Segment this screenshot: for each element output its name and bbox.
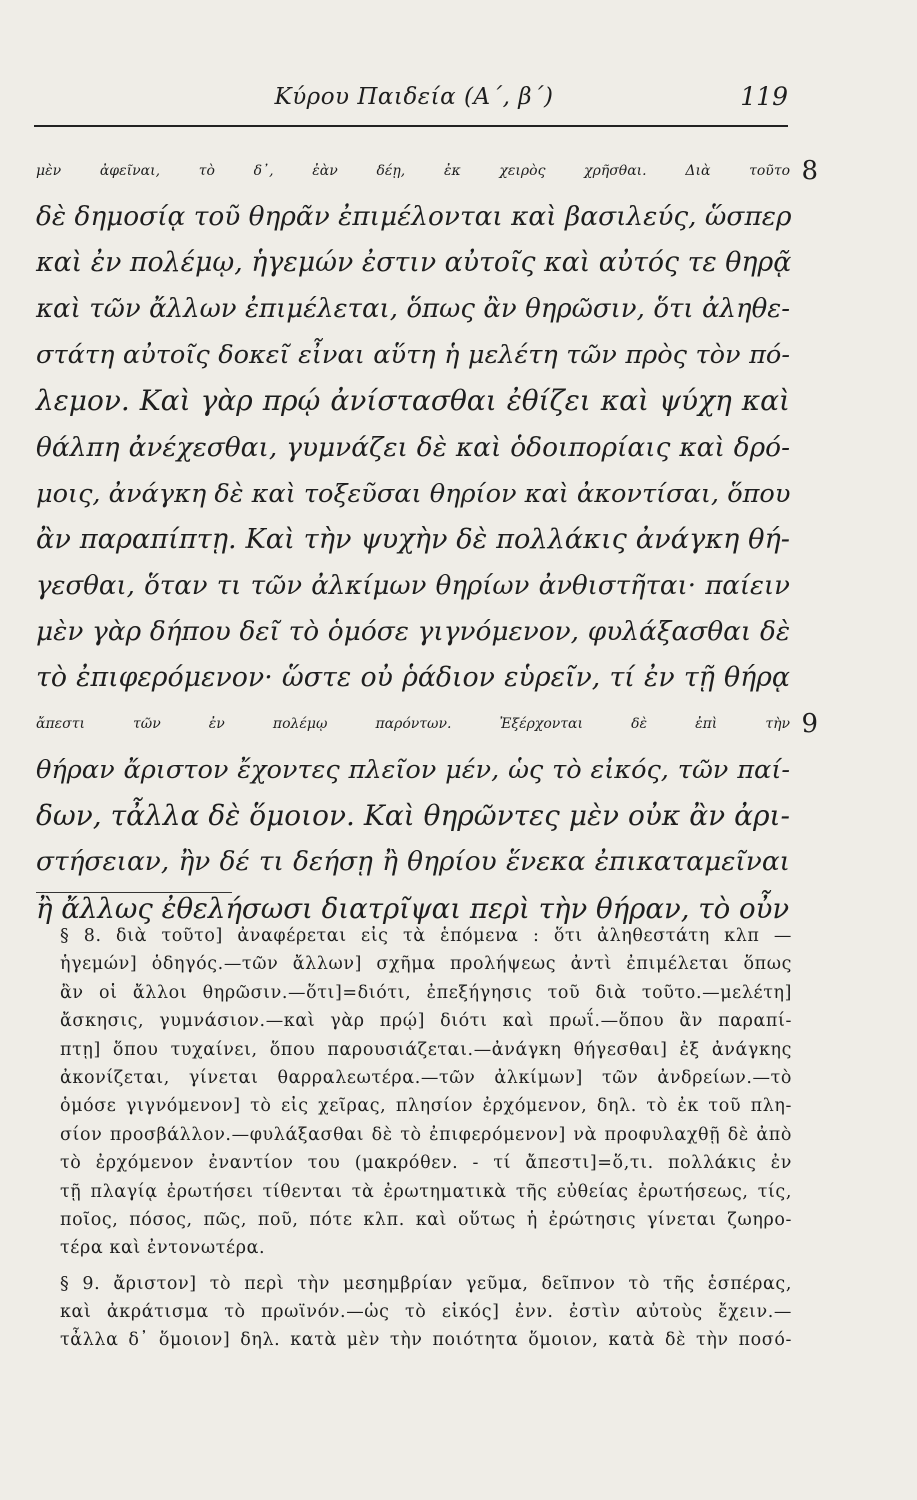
text-line: καὶ τῶν ἄλλων ἐπιμέλεται, ὅπως ἂν θηρῶσιν, ὅτι ἀληθε-	[36, 294, 790, 325]
text-line: ἄπεστι τῶν ἐν πολέμῳ παρόντων. Ἐξέρχονται δὲ ἐπὶ τὴν 9	[36, 701, 790, 747]
note-line: ὁμόσε γιγνόμενον] τὸ εἰς χεῖρας, πλησίον ἐρχόμενον, δηλ. τὸ ἐκ τοῦ πλη-	[60, 1096, 792, 1117]
text-line: στάτη αὐτοῖς δοκεῖ εἶναι αὕτη ἡ μελέτη τῶν πρὸς τὸν πό-	[36, 340, 790, 371]
text-line: λεμον. Καὶ γὰρ πρῴ ἀνίστασθαι ἐθίζει καὶ ψύχη καὶ	[36, 384, 790, 418]
note-line: § 9. ἄριστον] τὸ περὶ τὴν μεσημβρίαν γεῦμα, δεῖπνον τὸ τῆς ἑσπέρας,	[60, 1273, 792, 1294]
note-line: ἂν οἱ ἄλλοι θηρῶσιν.—ὅτι]=διότι, ἐπεξήγησις τοῦ διὰ τοῦτο.—μελέτη]	[60, 982, 792, 1003]
note-line: πτῃ] ὅπου τυχαίνει, ὅπου παρουσιάζεται.—ἀνάγκη θήγεσθαι] ἐξ ἀνάγκης	[60, 1039, 792, 1060]
section-number: 9	[801, 709, 818, 740]
main-text	[36, 148, 818, 932]
note-line: καὶ ἀκράτισμα τὸ πρωϊνόν.—ὡς τὸ εἰκός] ἐνν. ἐστὶν αὐτοὺς ἔχειν.—	[60, 1302, 792, 1323]
note-line: σίον προσβάλλον.—φυλάξασθαι δὲ τὸ ἐπιφερόμενον] νὰ προφυλαχθῇ δὲ ἀπὸ	[60, 1124, 792, 1145]
note-line: ἄσκησις, γυμνάσιον.—καὶ γὰρ πρῴ] διότι καὶ πρωΐ.—ὅπου ἂν παραπί-	[60, 1011, 792, 1032]
text-line: ἂν παραπίπτῃ. Καὶ τὴν ψυχὴν δὲ πολλάκις ἀνάγκη θή-	[36, 523, 790, 555]
note-line: ἡγεμών] ὁδηγός.—τῶν ἄλλων] σχῆμα προλήψεως ἀντὶ ἐπιμέλεται ὅπως	[60, 954, 792, 975]
text-line: μοις, ἀνάγκη δὲ καὶ τοξεῦσαι θηρίον καὶ ἀκοντίσαι, ὅπου	[36, 478, 791, 509]
note-line: τέρα καὶ ἐντονωτέρα.	[60, 1238, 266, 1259]
note-line: τὸ ἐρχόμενον ἐναντίον του (μακρόθεν. - τί ἄπεστι]=ὅ,τι. πολλάκις ἐν	[60, 1153, 792, 1174]
note-line: ἀκονίζεται, γίνεται θαρραλεωτέρα.—τῶν ἀλκίμων] τῶν ἀνδρείων.—τὸ	[60, 1067, 792, 1088]
page-number: 119	[740, 82, 788, 111]
text-line: θήραν ἄριστον ἔχοντες πλεῖον μέν, ὡς τὸ εἰκός, τῶν παί-	[36, 755, 790, 786]
note-line: τἆλλα δ᾽ ὅμοιον] δηλ. κατὰ μὲν τὴν ποιότητα ὅμοιον, κατὰ δὲ τὴν ποσό-	[60, 1330, 792, 1351]
commentary-notes	[60, 922, 792, 1355]
running-head	[36, 78, 792, 118]
note-line: § 8. διὰ τοῦτο] ἀναφέρεται εἰς τὰ ἑπόμενα : ὅτι ἀληθεστάτη κλπ —	[60, 926, 792, 946]
text-line: δων, τἆλλα δὲ ὅμοιον. Καὶ θηρῶντες μὲν οὐκ ἂν ἀρι-	[36, 799, 790, 833]
text-line: δὲ δημοσίᾳ τοῦ θηρᾶν ἐπιμέλονται καὶ βασιλεύς, ὥσπερ	[36, 201, 792, 233]
header-rule	[34, 125, 788, 127]
text-line: στήσειαν, ἢν δέ τι δεήσῃ ἢ θηρίου ἕνεκα ἐπικαταμεῖναι	[36, 846, 790, 878]
text-line: ἢ ἄλλως ἐθελήσωσι διατρῖψαι περὶ τὴν θήραν, τὸ οὖν	[36, 891, 790, 925]
note-line: ποῖος, πόσος, πῶς, ποῦ, πότε κλπ. καὶ οὕτως ἡ ἐρώτησις γίνεται ζωηρο-	[60, 1209, 792, 1230]
text-line: καὶ ἐν πολέμῳ, ἡγεμών ἐστιν αὐτοῖς καὶ αὐτός τε θηρᾷ	[36, 247, 792, 279]
running-title: Κύρου Παιδεία (Α΄, β΄)	[274, 84, 554, 110]
note-gap	[60, 1263, 792, 1270]
text-line: θάλπη ἀνέχεσθαι, γυμνάζει δὲ καὶ ὁδοιπορίαις καὶ δρό-	[36, 431, 790, 463]
text-line: μὲν ἀφεῖναι, τὸ δ᾽, ἐὰν δέῃ, ἐκ χειρὸς χρῆσθαι. Διὰ τοῦτο 8	[36, 148, 790, 194]
text-line: μὲν γὰρ δήπου δεῖ τὸ ὁμόσε γιγνόμενον, φυλάξασθαι δὲ	[36, 615, 790, 647]
text-line: τὸ ἐπιφερόμενον· ὥστε οὐ ῥάδιον εὑρεῖν, τί ἐν τῇ θήρᾳ	[36, 662, 790, 694]
section-number: 8	[801, 156, 818, 186]
note-line: τῇ πλαγίᾳ ἐρωτήσει τίθενται τὰ ἐρωτηματικὰ τῆς εὐθείας ἐρωτήσεως, τίς,	[60, 1181, 792, 1202]
text-line: γεσθαι, ὅταν τι τῶν ἀλκίμων θηρίων ἀνθιστῆται· παίειν	[36, 570, 790, 601]
notes-rule	[36, 892, 232, 893]
